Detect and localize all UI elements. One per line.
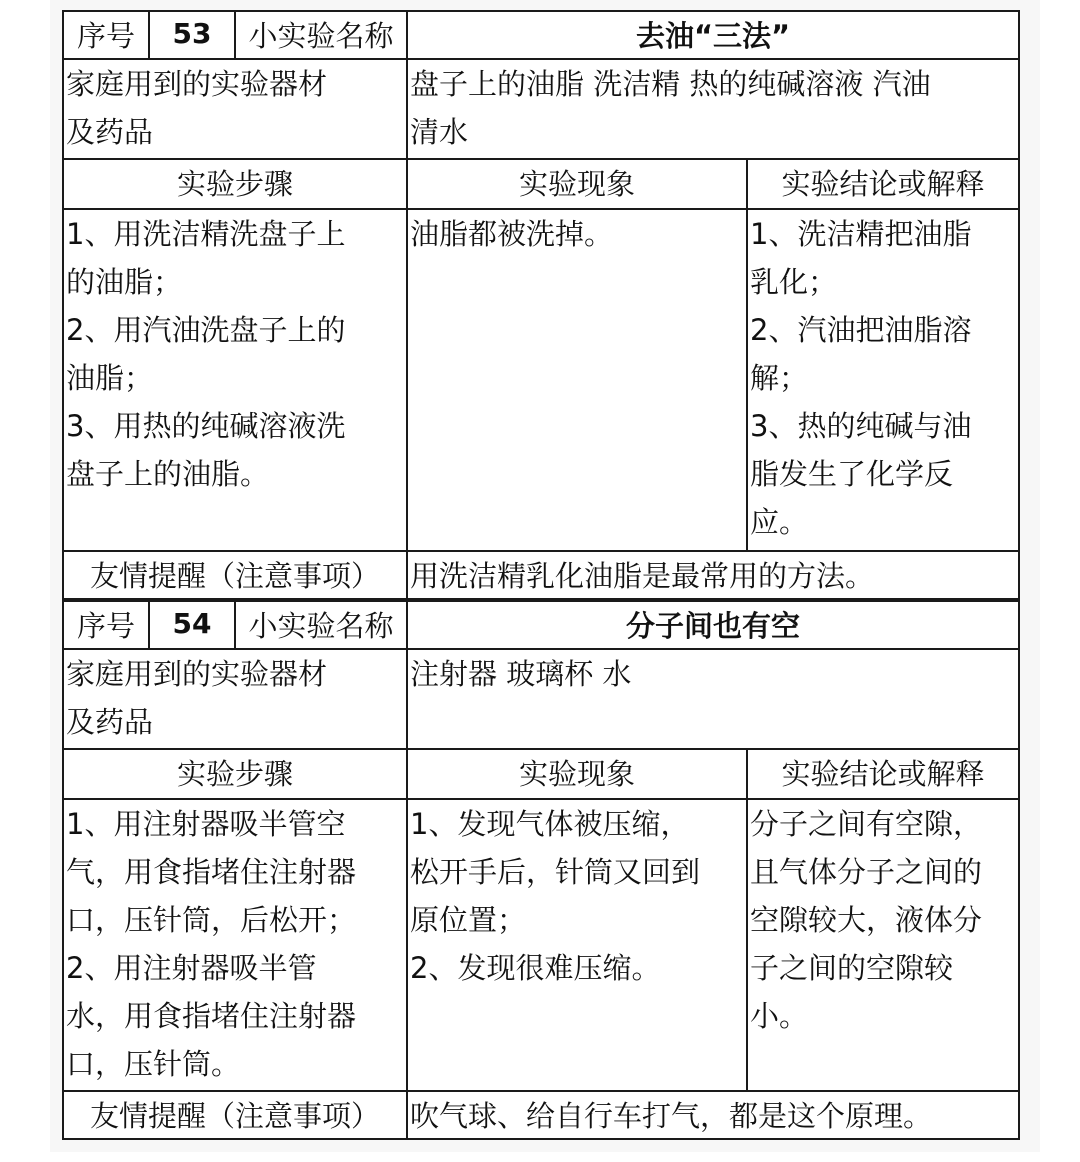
step-line: 口，压针筒。 bbox=[66, 1047, 241, 1081]
conclusion-content bbox=[746, 798, 1020, 1092]
conclusion-line: 空隙较大，液体分 bbox=[750, 903, 983, 937]
experiment-card-53 bbox=[62, 10, 1020, 600]
step-line: 3、用热的纯碱溶液洗 bbox=[66, 409, 346, 443]
materials-line: 盘子上的油脂 洗洁精 热的纯碱溶液 汽油 bbox=[410, 67, 931, 101]
phenomenon-header: 实验现象 bbox=[406, 158, 748, 210]
phenomenon-line: 2、发现很难压缩。 bbox=[410, 951, 661, 985]
conclusion-line: 脂发生了化学反 bbox=[750, 457, 954, 491]
steps-content bbox=[62, 798, 408, 1092]
reminder-value: 用洗洁精乳化油脂是最常用的方法。 bbox=[406, 550, 1020, 600]
phenomenon-line: 油脂都被洗掉。 bbox=[410, 217, 614, 251]
conclusion-line: 且气体分子之间的 bbox=[750, 855, 983, 889]
phenomenon-content bbox=[406, 798, 748, 1092]
step-line: 1、用洗洁精洗盘子上 bbox=[66, 217, 346, 251]
experiment-sheet bbox=[62, 0, 1020, 1140]
materials-label-line: 家庭用到的实验器材 bbox=[66, 67, 328, 101]
step-line: 油脂； bbox=[66, 361, 154, 395]
step-line: 2、用汽油洗盘子上的 bbox=[66, 313, 346, 347]
steps-header: 实验步骤 bbox=[62, 748, 408, 800]
step-line: 1、用注射器吸半管空 bbox=[66, 807, 346, 841]
phenomenon-header: 实验现象 bbox=[406, 748, 748, 800]
materials-value bbox=[406, 648, 1020, 750]
steps-header: 实验步骤 bbox=[62, 158, 408, 210]
materials-line: 清水 bbox=[410, 115, 469, 149]
experiment-number: 54 bbox=[148, 600, 236, 650]
step-line: 盘子上的油脂。 bbox=[66, 457, 270, 491]
conclusion-content bbox=[746, 208, 1020, 552]
name-label: 小实验名称 bbox=[234, 10, 408, 60]
materials-label bbox=[62, 648, 408, 750]
conclusion-line: 小。 bbox=[750, 999, 809, 1033]
conclusion-line: 子之间的空隙较 bbox=[750, 951, 954, 985]
materials-label-line: 及药品 bbox=[66, 115, 154, 149]
materials-label bbox=[62, 58, 408, 160]
conclusion-line: 1、洗洁精把油脂 bbox=[750, 217, 972, 251]
conclusion-line: 3、热的纯碱与油 bbox=[750, 409, 972, 443]
conclusion-line: 分子之间有空隙， bbox=[750, 807, 983, 841]
conclusion-line: 乳化； bbox=[750, 265, 838, 299]
step-line: 的油脂； bbox=[66, 265, 183, 299]
reminder-value: 吹气球、给自行车打气，都是这个原理。 bbox=[406, 1090, 1020, 1140]
conclusion-line: 2、汽油把油脂溶 bbox=[750, 313, 972, 347]
materials-line: 注射器 玻璃杯 水 bbox=[410, 657, 632, 691]
phenomenon-line: 松开手后，针筒又回到 bbox=[410, 855, 701, 889]
experiment-title: 分子间也有空 bbox=[406, 600, 1020, 650]
experiment-title: 去油“三法” bbox=[406, 10, 1020, 60]
materials-label-line: 家庭用到的实验器材 bbox=[66, 657, 328, 691]
reminder-label: 友情提醒（注意事项） bbox=[62, 1090, 408, 1140]
conclusion-line: 应。 bbox=[750, 505, 809, 539]
step-line: 2、用注射器吸半管 bbox=[66, 951, 317, 985]
materials-value bbox=[406, 58, 1020, 160]
name-label: 小实验名称 bbox=[234, 600, 408, 650]
seq-label: 序号 bbox=[62, 10, 150, 60]
phenomenon-content bbox=[406, 208, 748, 552]
steps-content bbox=[62, 208, 408, 552]
materials-label-line: 及药品 bbox=[66, 705, 154, 739]
step-line: 气，用食指堵住注射器 bbox=[66, 855, 357, 889]
step-line: 水，用食指堵住注射器 bbox=[66, 999, 357, 1033]
experiment-number: 53 bbox=[148, 10, 236, 60]
experiment-card-54 bbox=[62, 600, 1020, 1140]
conclusion-line: 解； bbox=[750, 361, 809, 395]
reminder-label: 友情提醒（注意事项） bbox=[62, 550, 408, 600]
seq-label: 序号 bbox=[62, 600, 150, 650]
phenomenon-line: 1、发现气体被压缩， bbox=[410, 807, 690, 841]
phenomenon-line: 原位置； bbox=[410, 903, 527, 937]
conclusion-header: 实验结论或解释 bbox=[746, 748, 1020, 800]
conclusion-header: 实验结论或解释 bbox=[746, 158, 1020, 210]
step-line: 口，压针筒，后松开； bbox=[66, 903, 357, 937]
